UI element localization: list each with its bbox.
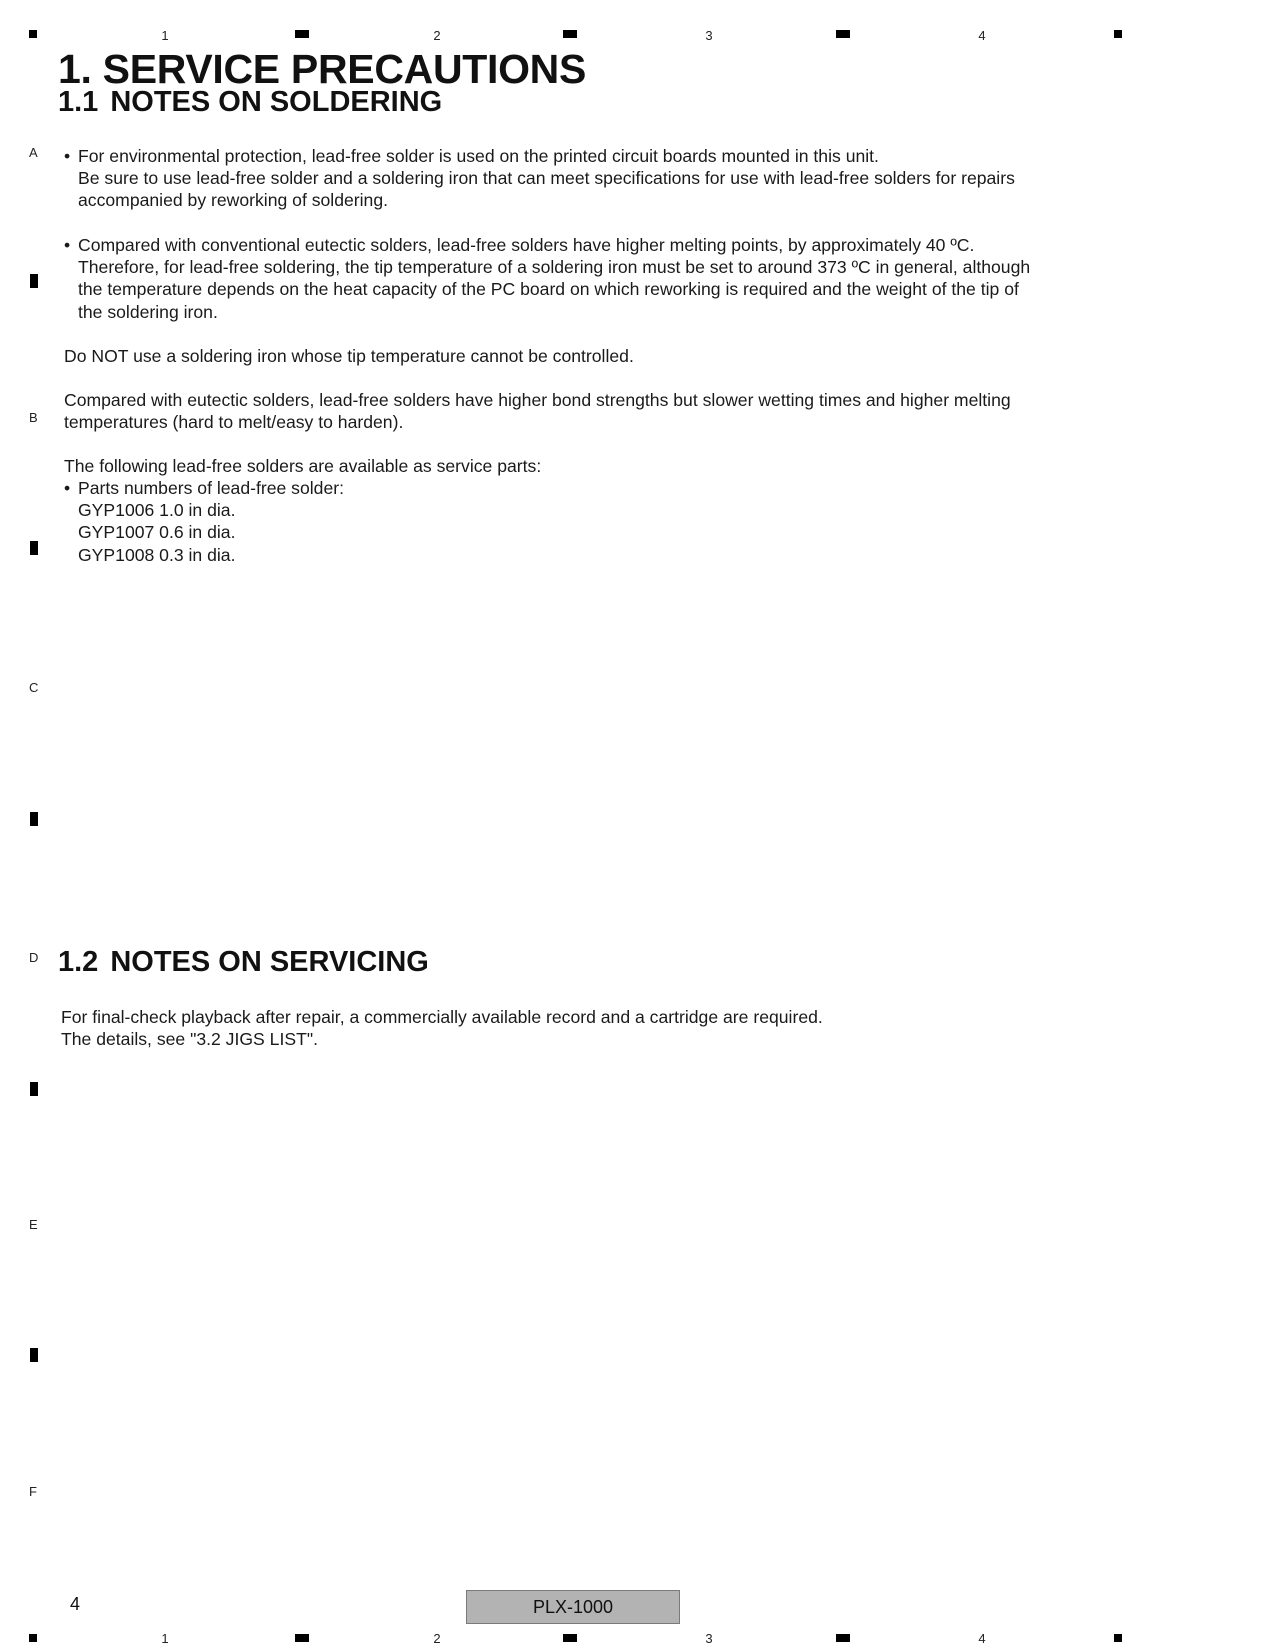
- section-number: 1.2: [58, 946, 99, 978]
- servicing-note: [61, 1006, 823, 1050]
- page-number: 4: [70, 1594, 81, 1614]
- registration-mark: [30, 812, 38, 826]
- registration-mark: [1114, 1634, 1122, 1642]
- parts-list-label: Parts numbers of lead-free solder:: [78, 478, 344, 498]
- bullet-icon: •: [64, 146, 71, 166]
- section-title: NOTES ON SOLDERING: [110, 86, 443, 118]
- registration-mark: [30, 1082, 38, 1096]
- text-line: For final-check playback after repair, a commercially available record and a cartridge are required.: [61, 1007, 823, 1027]
- registration-mark: [836, 30, 850, 38]
- row-label: A: [29, 145, 38, 160]
- registration-mark: [30, 541, 38, 555]
- part-item: GYP1006 1.0 in dia.: [78, 500, 236, 521]
- column-label: 1: [161, 28, 169, 43]
- text-line: Compared with conventional eutectic solders, lead-free solders have higher melting points, by approximately 40 ºC.: [78, 235, 975, 255]
- text-line: Be sure to use lead-free solder and a soldering iron that can meet specifications for use with lead-free solders for repairs: [78, 168, 1015, 189]
- section-heading-1-2: [58, 946, 429, 978]
- column-label: 4: [978, 1631, 986, 1646]
- row-label: B: [29, 410, 38, 425]
- text-line: Compared with eutectic solders, lead-free solders have higher bond strengths but slower wetting times and higher melting: [64, 390, 1011, 410]
- registration-mark: [563, 1634, 577, 1642]
- registration-mark: [295, 30, 309, 38]
- registration-mark: [29, 30, 37, 38]
- row-label: D: [29, 950, 39, 965]
- parts-list-body: [78, 477, 344, 566]
- row-label: C: [29, 680, 39, 695]
- registration-mark: [29, 1634, 37, 1642]
- text-line: accompanied by reworking of soldering.: [78, 190, 389, 211]
- text-line: temperatures (hard to melt/easy to harden).: [64, 412, 404, 433]
- registration-mark: [563, 30, 577, 38]
- text-line: For environmental protection, lead-free solder is used on the printed circuit boards mounted in this unit.: [78, 146, 879, 166]
- column-label: 2: [433, 1631, 441, 1646]
- row-label: E: [29, 1217, 38, 1232]
- bullet-text: [78, 145, 1015, 212]
- bullet-text: [78, 234, 1030, 323]
- bullet-icon: •: [64, 478, 71, 498]
- text-line: The details, see "3.2 JIGS LIST".: [61, 1029, 318, 1050]
- bullet-icon: •: [64, 235, 71, 255]
- part-item: GYP1007 0.6 in dia.: [78, 522, 236, 543]
- parts-intro: The following lead-free solders are available as service parts:: [64, 456, 542, 476]
- text-line: Therefore, for lead-free soldering, the tip temperature of a soldering iron must be set to around 373 ºC in general, although: [78, 257, 1031, 278]
- registration-mark: [30, 1348, 38, 1362]
- registration-mark: [295, 1634, 309, 1642]
- comparison-note: [64, 389, 1011, 433]
- registration-mark: [30, 274, 38, 288]
- registration-mark: [836, 1634, 850, 1642]
- row-label: F: [29, 1484, 37, 1499]
- column-label: 1: [161, 1631, 169, 1646]
- column-label: 3: [705, 28, 713, 43]
- registration-mark: [1114, 30, 1122, 38]
- column-label: 2: [433, 28, 441, 43]
- model-label-box: PLX-1000: [466, 1590, 680, 1624]
- column-label: 3: [705, 1631, 713, 1646]
- part-item: GYP1008 0.3 in dia.: [78, 544, 236, 565]
- section-heading-1-1: [58, 86, 442, 118]
- section-title: NOTES ON SERVICING: [110, 946, 429, 978]
- text-line: the soldering iron.: [78, 301, 218, 322]
- do-not-note: Do NOT use a soldering iron whose tip temperature cannot be controlled.: [64, 346, 634, 366]
- column-label: 4: [978, 28, 986, 43]
- text-line: the temperature depends on the heat capacity of the PC board on which reworking is required and the weight of the tip of: [78, 279, 1019, 300]
- section-number: 1.1: [58, 86, 99, 118]
- page-title: 1. SERVICE PRECAUTIONS: [58, 46, 587, 92]
